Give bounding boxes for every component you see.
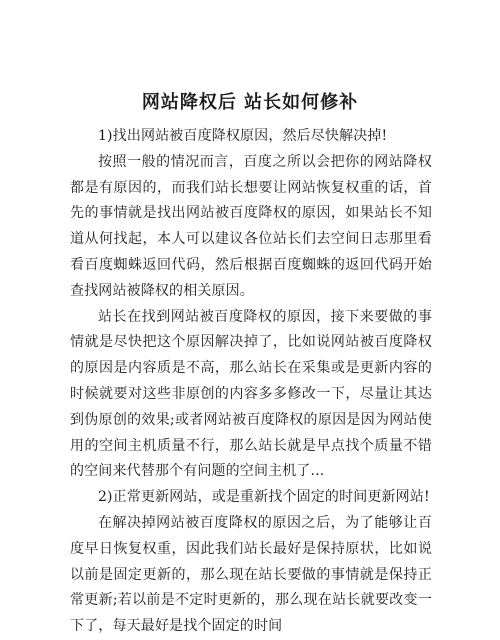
paragraph-1: 1)找出网站被百度降权原因，然后尽快解决掉! — [98, 128, 388, 144]
paragraph-2: 按照一般的情况而言，百度之所以会把你的网站降权都是有原因的，而我们站长想要让网站恢复权重的话，首先的事情就是找出网站被百度降权的原因，如果站长不知道从何找起，本人可以建议各位站长们去空间日志那里看看百度蜘蛛返回代码，然后根据百度蜘蛛的返回代码开始查找网站被降权的相关原因。 — [70, 153, 432, 299]
paragraph-4: 2)正常更新网站，或是重新找个固定的时间更新网站! — [98, 489, 430, 506]
paragraph-3: 站长在找到网站被百度降权的原因，接下来要做的事情就是尽快把这个原因解决掉了，比如说网站被百度降权的原因是内容质是不高，那么站长在采集或是更新内容的时候就要对这些非原创的内容多多修改一下，尽量让其达到伪原创的效果;或者网站被百度降权的原因是因为网站使用的空间主机质量不行，那么站长就是早点找个质量不错的空间来代替那个有问题的空间主机了... — [70, 308, 432, 480]
document-title: 网站降权后 站长如何修补 — [141, 92, 359, 113]
document-body — [70, 124, 432, 640]
paragraph-5: 在解决掉网站被百度降权的原因之后，为了能够让百度早日恢复权重，因此我们站长最好是保持原状，比如说以前是固定更新的，那么现在站长要做的事情就是保持正常更新;若以前是不定时更新的，那么现在站长就要改变一下了，每天最好是找个固定的时间 — [70, 514, 432, 635]
